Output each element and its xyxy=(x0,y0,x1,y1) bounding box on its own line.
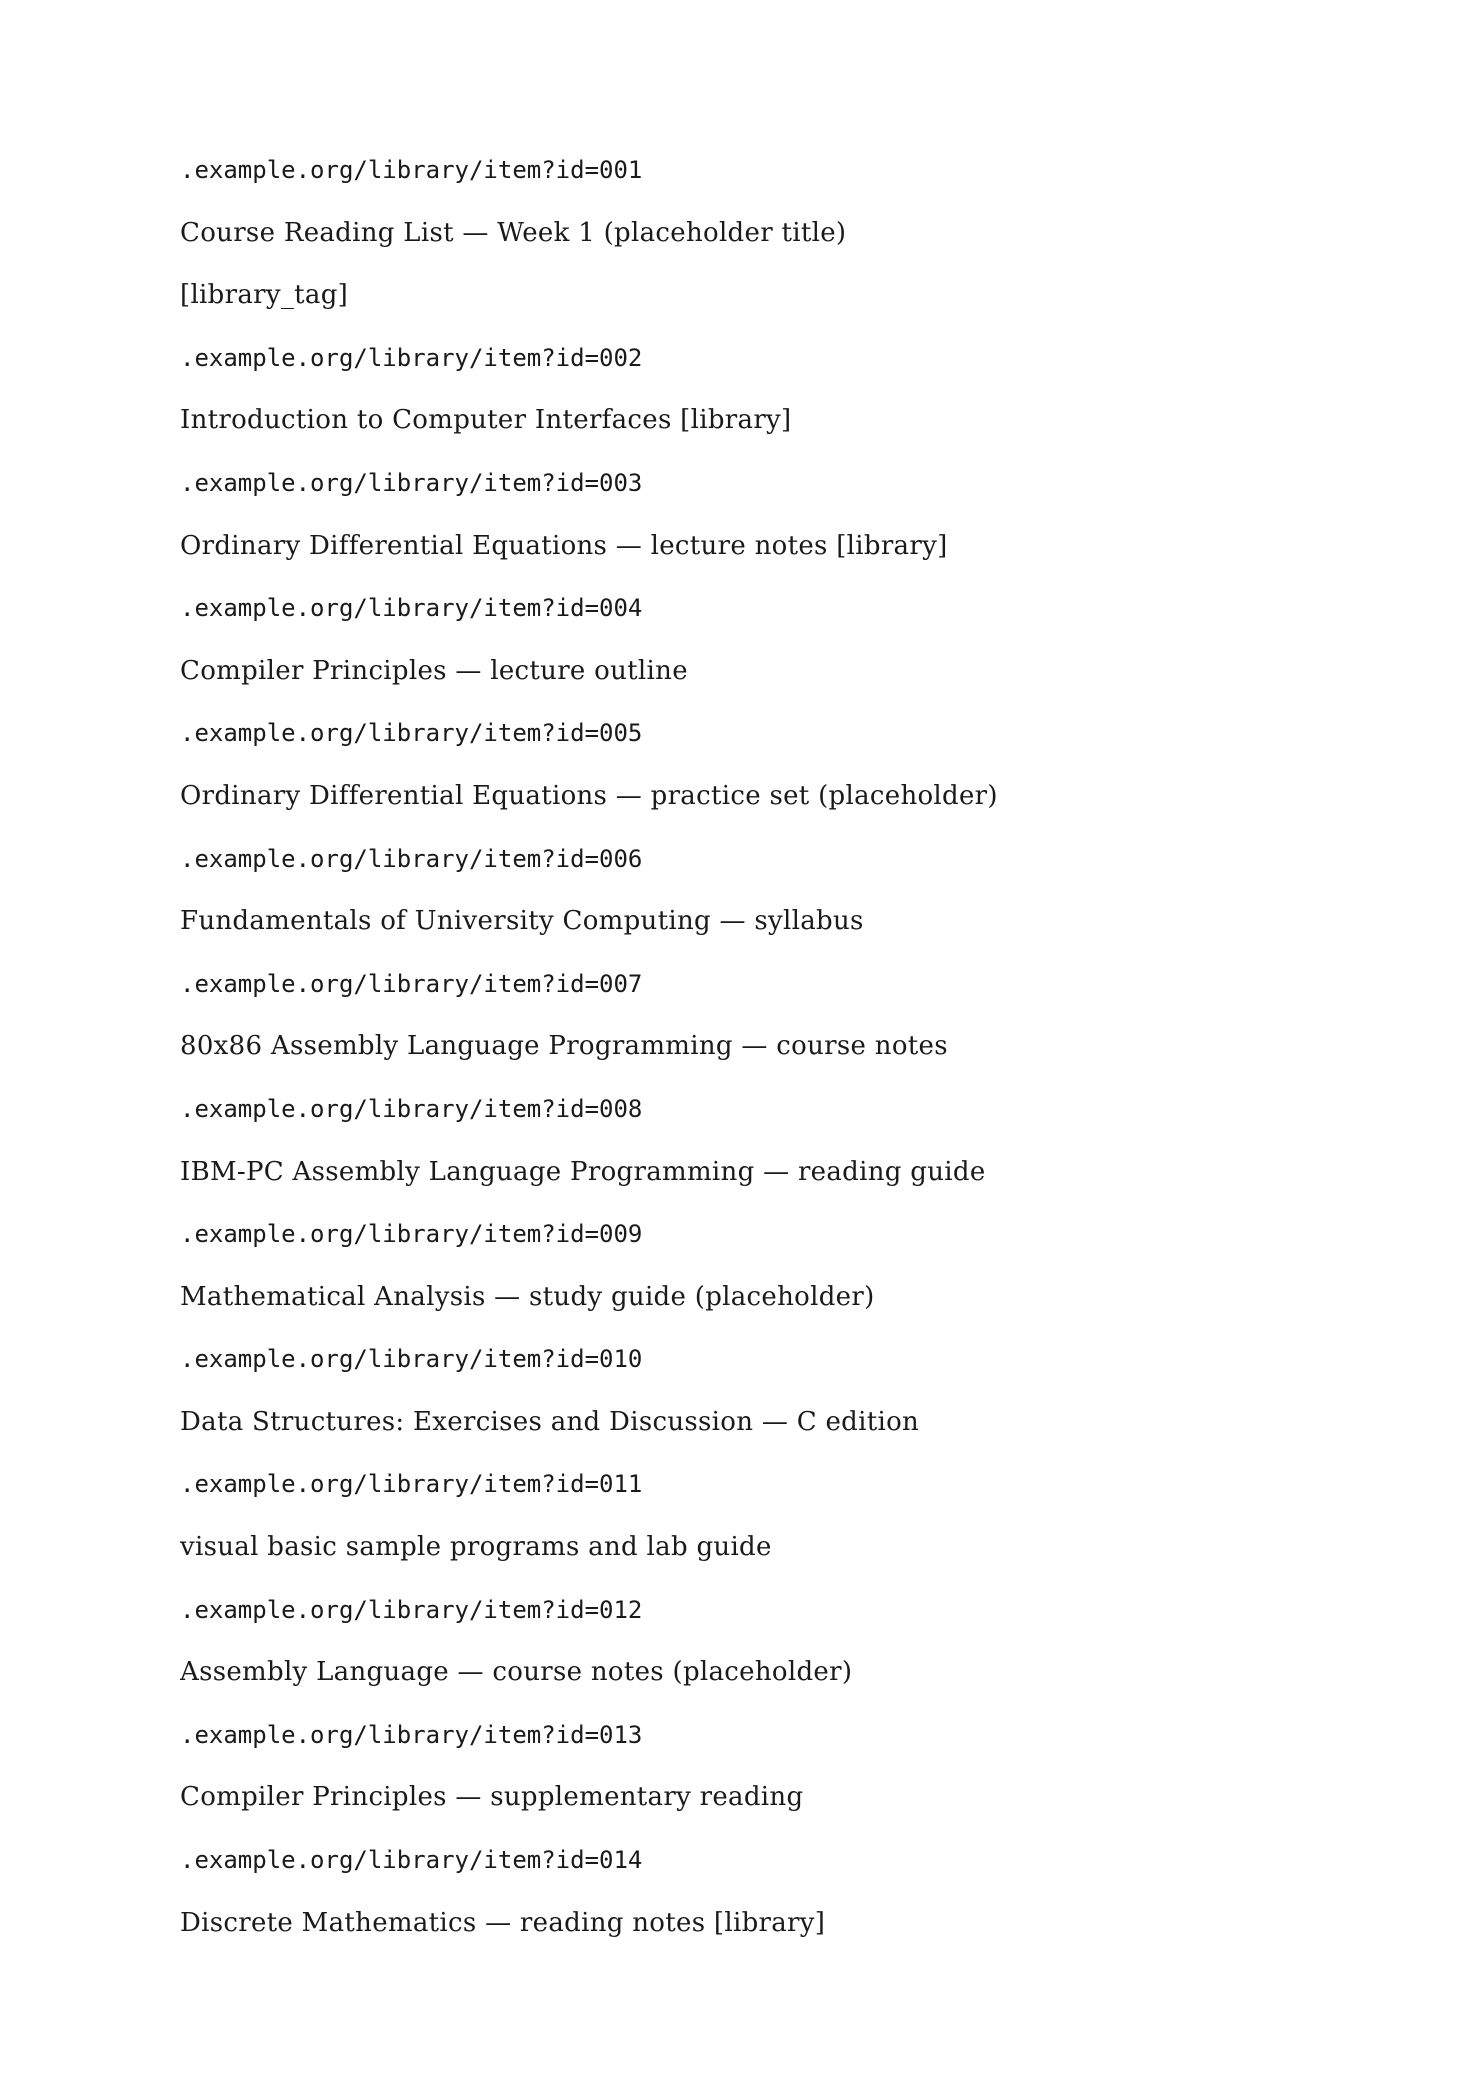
entry-title: Mathematical Analysis — study guide (placeholder) xyxy=(180,1281,875,1312)
entry-title: Data Structures: Exercises and Discussion — C edition xyxy=(180,1406,920,1437)
thread-link[interactable]: .example.org/library/item?id=001 xyxy=(180,156,643,184)
thread-link[interactable]: .example.org/library/item?id=012 xyxy=(180,1595,643,1624)
thread-link[interactable]: .example.org/library/item?id=009 xyxy=(180,1220,643,1249)
entry-title: Compiler Principles — supplementary reading xyxy=(180,1782,804,1813)
entry-title: Discrete Mathematics — reading notes [library] xyxy=(180,1907,826,1938)
entry-title: Fundamentals of University Computing — syllabus xyxy=(180,906,864,937)
thread-link[interactable]: .example.org/library/item?id=003 xyxy=(180,468,643,497)
thread-link[interactable]: .example.org/library/item?id=014 xyxy=(180,1846,643,1875)
entry-title: Ordinary Differential Equations — practice set (placeholder) xyxy=(180,780,998,811)
entry-title: 80x86 Assembly Language Programming — course notes xyxy=(180,1031,948,1062)
thread-link[interactable]: .example.org/library/item?id=006 xyxy=(180,844,643,873)
thread-link[interactable]: .example.org/library/item?id=010 xyxy=(180,1345,643,1374)
entry-title: Course Reading List — Week 1 (placeholder title) xyxy=(180,217,847,248)
thread-link[interactable]: .example.org/library/item?id=011 xyxy=(180,1470,643,1499)
entry-title: visual basic sample programs and lab guide xyxy=(180,1532,772,1563)
entry-tag: [library_tag] xyxy=(180,280,349,311)
thread-link[interactable]: .example.org/library/item?id=005 xyxy=(180,719,643,748)
thread-link[interactable]: .example.org/library/item?id=008 xyxy=(180,1094,643,1123)
entry-title: IBM-PC Assembly Language Programming — reading guide xyxy=(180,1156,986,1187)
entry-title: Compiler Principles — lecture outline xyxy=(180,655,688,686)
thread-link[interactable]: .example.org/library/item?id=007 xyxy=(180,969,643,998)
thread-link[interactable]: .example.org/library/item?id=002 xyxy=(180,343,643,372)
entry-title: Introduction to Computer Interfaces [library] xyxy=(180,405,792,436)
thread-link[interactable]: .example.org/library/item?id=004 xyxy=(180,594,643,623)
thread-link[interactable]: .example.org/library/item?id=013 xyxy=(180,1720,643,1749)
entry-title: Assembly Language — course notes (placeholder) xyxy=(180,1657,853,1688)
entry-title: Ordinary Differential Equations — lecture notes [library] xyxy=(180,530,948,561)
